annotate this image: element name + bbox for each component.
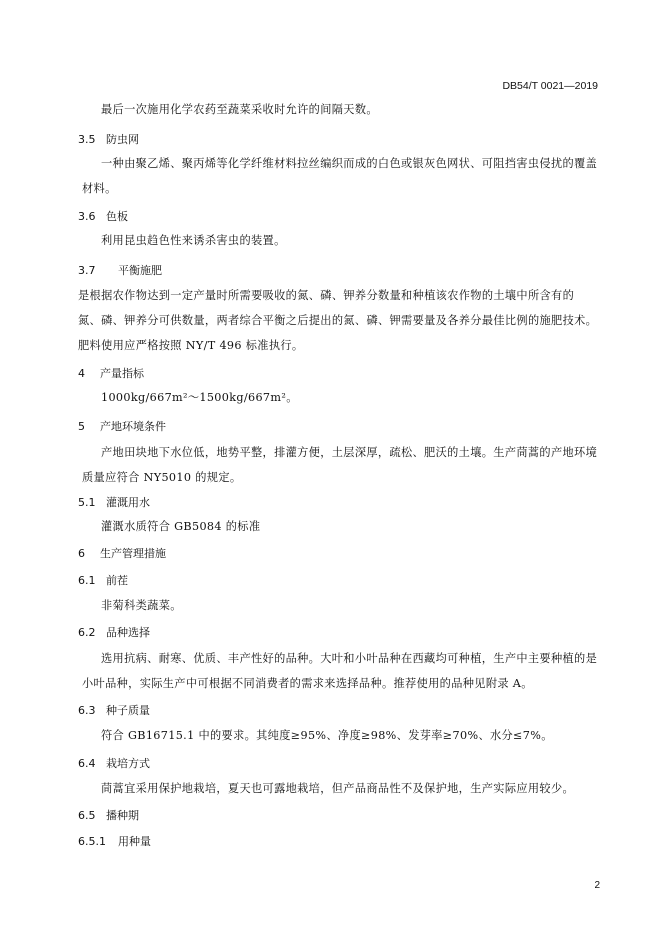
section-title: 用种量 [118, 835, 151, 848]
section-title: 种子质量 [106, 704, 150, 717]
section-number: 6.1 [78, 574, 96, 587]
body-line: 非菊科类蔬菜。 [101, 599, 182, 612]
body-line: 一种由聚乙烯、聚丙烯等化学纤维材料拉丝编织而成的白色或银灰色网状、可阻挡害虫侵扰的覆盖 [101, 157, 598, 170]
section-title: 防虫网 [106, 133, 139, 146]
section-number: 6.5 [78, 809, 96, 822]
section-heading-3-6 [78, 210, 128, 224]
body-line: 材料。 [82, 182, 117, 195]
body-line: 利用昆虫趋色性来诱杀害虫的装置。 [101, 234, 286, 247]
section-title: 灌溉用水 [106, 496, 150, 509]
body-line: 是根据农作物达到一定产量时所需要吸收的氮、磷、钾养分数量和种植该农作物的土壤中所含有的 [78, 289, 575, 302]
section-title: 产量指标 [100, 367, 144, 380]
body-line: 小叶品种，实际生产中可根据不同消费者的需求来选择品种。推荐使用的品种见附录 A。 [82, 677, 533, 690]
section-heading-6-5 [78, 809, 139, 823]
section-title: 色板 [106, 210, 128, 223]
body-line: 产地田块地下水位低，地势平整，排灌方便，土层深厚，疏松、肥沃的土壤。生产茼蒿的产地环境 [101, 446, 598, 459]
section-title: 品种选择 [106, 626, 150, 639]
section-number: 6.5.1 [78, 835, 106, 848]
section-title: 产地环境条件 [100, 420, 166, 433]
section-number: 5.1 [78, 496, 96, 509]
section-number: 6 [78, 547, 85, 560]
section-title: 播种期 [106, 809, 139, 822]
body-line: 1000kg/667m²～1500kg/667m²。 [101, 391, 298, 404]
section-number: 3.5 [78, 133, 96, 146]
section-heading-6 [78, 547, 166, 561]
page-number: 2 [594, 880, 600, 891]
section-number: 4 [78, 367, 85, 380]
section-heading-6-4 [78, 757, 150, 771]
doc-code-header: DB54/T 0021—2019 [502, 80, 598, 92]
section-heading-3-7 [78, 264, 162, 278]
body-line: 氮、磷、钾养分可供数量，两者综合平衡之后提出的氮、磷、钾需要量及各养分最佳比例的施肥技术。 [78, 314, 598, 327]
section-title: 生产管理措施 [100, 547, 166, 560]
body-line: 质量应符合 NY5010 的规定。 [82, 471, 242, 484]
section-title: 前茬 [106, 574, 128, 587]
section-number: 5 [78, 420, 85, 433]
body-line: 灌溉水质符合 GB5084 的标准 [101, 520, 261, 533]
section-number: 3.7 [78, 264, 96, 277]
section-heading-3-5 [78, 133, 139, 147]
section-heading-6-3 [78, 704, 150, 718]
section-heading-6-1 [78, 574, 128, 588]
body-line: 茼蒿宜采用保护地栽培，夏天也可露地栽培，但产品商品性不及保护地，生产实际应用较少。 [101, 782, 575, 795]
section-heading-4 [78, 367, 144, 381]
section-number: 6.4 [78, 757, 96, 770]
section-number: 3.6 [78, 210, 96, 223]
section-title: 平衡施肥 [118, 264, 162, 277]
section-heading-6-2 [78, 626, 150, 640]
section-title: 栽培方式 [106, 757, 150, 770]
section-heading-5-1 [78, 496, 150, 510]
body-line: 符合 GB16715.1 中的要求。其纯度≥95%、净度≥98%、发芽率≥70%、水分≤7%。 [101, 729, 553, 742]
body-line: 肥料使用应严格按照 NY/T 496 标准执行。 [78, 339, 304, 352]
section-heading-5 [78, 420, 166, 434]
section-number: 6.3 [78, 704, 96, 717]
section-number: 6.2 [78, 626, 96, 639]
body-line: 最后一次施用化学农药至蔬菜采收时允许的间隔天数。 [101, 103, 378, 116]
section-heading-6-5-1 [78, 835, 151, 849]
body-line: 选用抗病、耐寒、优质、丰产性好的品种。大叶和小叶品种在西藏均可种植，生产中主要种植的是 [101, 652, 598, 665]
